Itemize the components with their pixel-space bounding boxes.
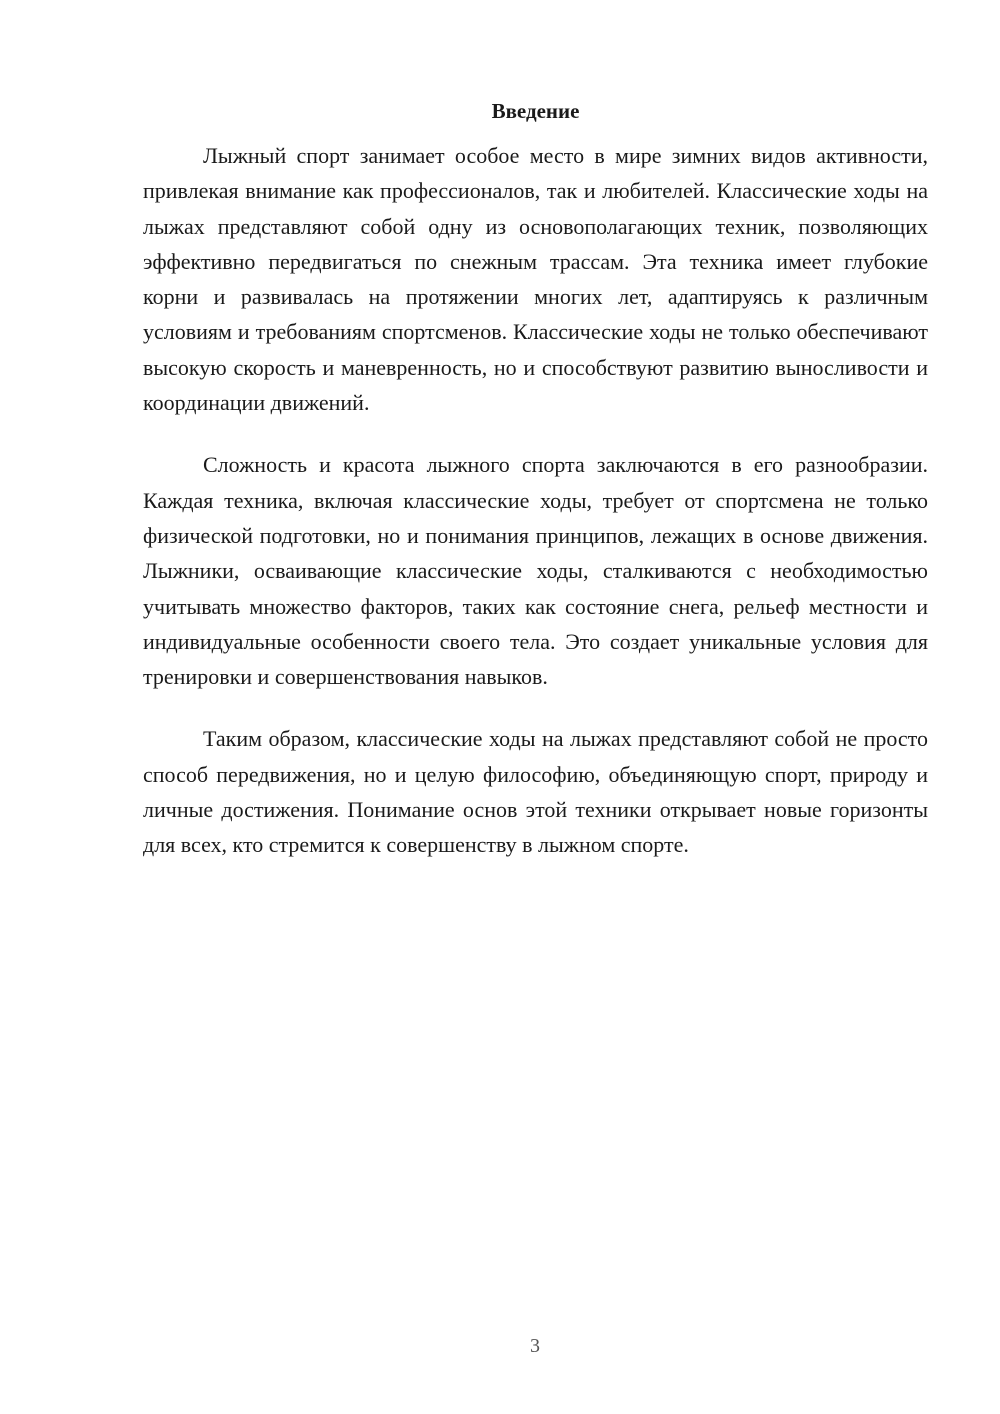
document-body	[143, 96, 928, 890]
page-number: 3	[530, 1335, 540, 1357]
section-heading: Введение	[491, 99, 580, 123]
paragraph-3: Таким образом, классические ходы на лыжах представляют собой не просто способ передвижения, но и целую философию, объединяющую спорт, природу и личные достижения. Понимание основ этой техники открывает новые горизонты для всех, кто стремится к совершенству в лыжном спорте.	[143, 726, 928, 858]
paragraph-1: Лыжный спорт занимает особое место в мире зимних видов активности, привлекая внимание как профессионалов, так и любителей. Классические ходы на лыжах представляют собой одну из основополагающих техник, позволяющих эффективно передвигаться по снежным трассам. Эта техника имеет глубокие корни и развивалась на протяжении многих лет, адаптируясь к различным условиям и требованиям спортсменов. Классические ходы не только обеспечивают высокую скорость и маневренность, но и способствуют развитию выносливости и координации движений.	[143, 143, 928, 416]
paragraph-2: Сложность и красота лыжного спорта заключаются в его разнообразии. Каждая техника, включая классические ходы, требует от спортсмена не только физической подготовки, но и понимания принципов, лежащих в основе движения. Лыжники, осваивающие классические ходы, сталкиваются с необходимостью учитывать множество факторов, таких как состояние снега, рельеф местности и индивидуальные особенности своего тела. Это создает уникальные условия для тренировки и совершенствования навыков.	[143, 452, 928, 690]
